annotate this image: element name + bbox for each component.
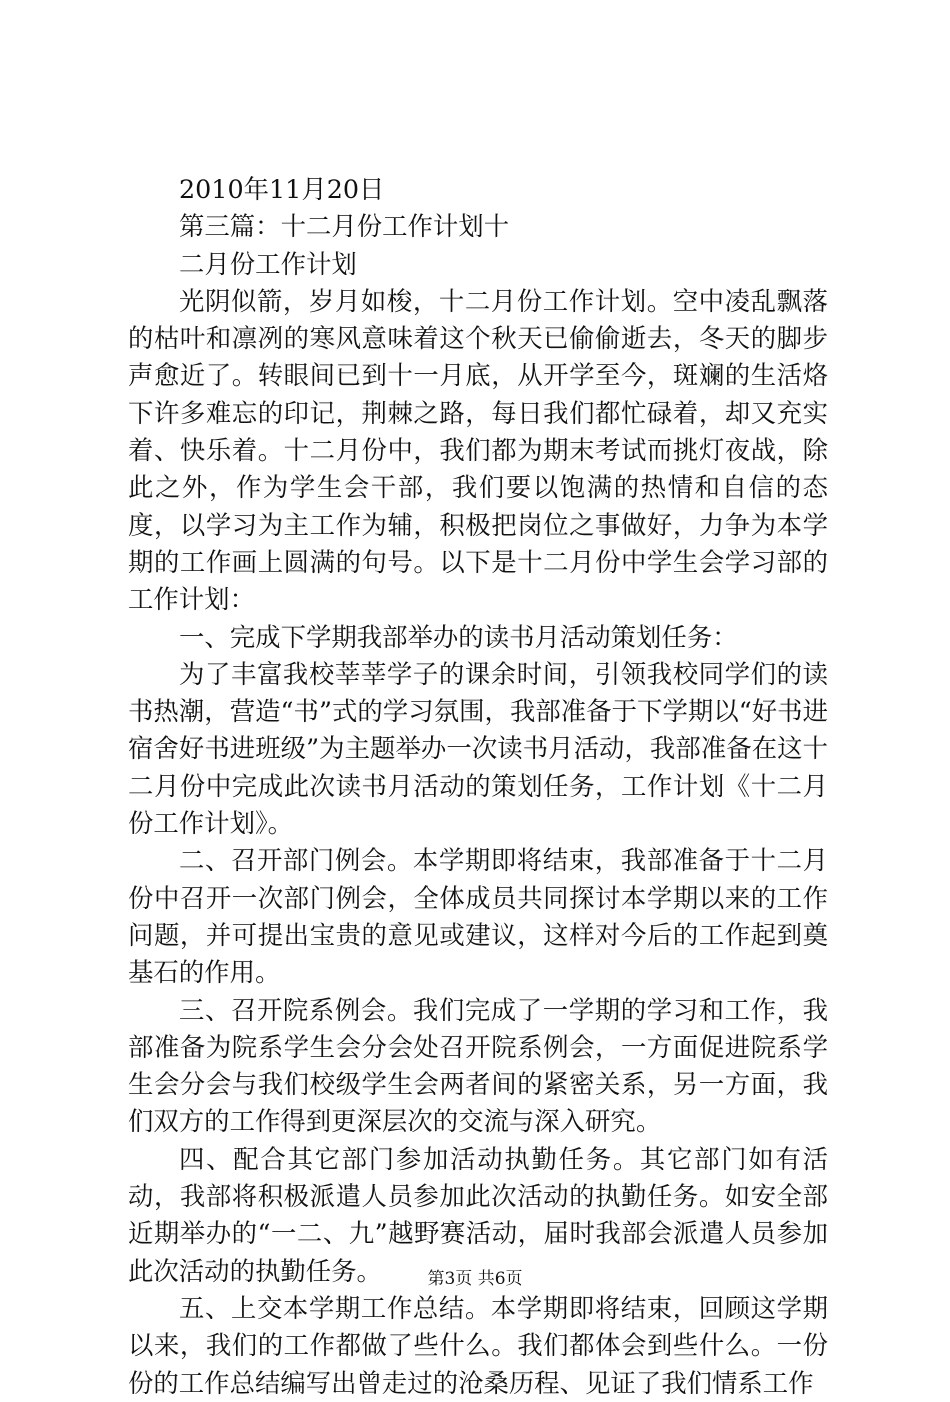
paragraph-intro: 光阴似箭，岁月如梭，十二月份工作计划。空中凌乱飘落的枯叶和凛冽的寒风意味着这个秋天已偷偷逝去，冬天的脚步声愈近了。转眼间已到十一月底，从开学至今，斑斓的生活烙下许多难忘的印记，荆棘之路，每日我们都忙碌着，却又充实着、快乐着。十二月份中，我们都为期末考试而挑灯夜战，除此之外，作为学生会干部，我们要以饱满的热情和自信的态度，以学习为主工作为辅，积极把岗位之事做好，力争为本学期的工作画上圆满的句号。以下是十二月份中学生会学习部的工作计划： <box>128 285 828 615</box>
date-line: 2010年11月20日 <box>179 174 385 204</box>
paragraph-item-2: 二、召开部门例会。本学期即将结束，我部准备于十二月份中召开一次部门例会，全体成员共同探讨本学期以来的工作问题，并可提出宝贵的意见或建议，这样对今后的工作起到奠基石的作用。 <box>128 845 828 988</box>
paragraph-item-4: 四、配合其它部门参加活动执勤任务。其它部门如有活动，我部将积极派遣人员参加此次活动的执勤任务。如安全部近期举办的“一二、九”越野赛活动，届时我部会派遣人员参加此次活动的执勤任务。 <box>128 1143 828 1286</box>
section-heading-line-2: 二月份工作计划 <box>179 248 357 279</box>
page-footer: 第3页 共6页 <box>427 1269 523 1289</box>
paragraph-item-5: 五、上交本学期工作总结。本学期即将结束，回顾这学期以来，我们的工作都做了些什么。我们都体会到些什么。一份份的工作总结编写出曾走过的沧桑历程、见证了我们情系工作 <box>128 1292 828 1398</box>
paragraph-item-1-body: 为了丰富我校莘莘学子的课余时间，引领我校同学们的读书热潮，营造“书”式的学习氛围，我部准备于下学期以“好书进宿舍好书进班级”为主题举办一次读书月活动，我部准备在这十二月份中完成此次读书月活动的策划任务，工作计划《十二月份工作计划》。 <box>128 658 828 839</box>
section-heading-line-1: 第三篇：十二月份工作计划十 <box>179 211 510 242</box>
document-body <box>128 171 828 1402</box>
paragraph-item-3: 三、召开院系例会。我们完成了一学期的学习和工作，我部准备为院系学生会分会处召开院系例会，一方面促进院系学生会分会与我们校级学生会两者间的紧密关系，另一方面，我们双方的工作得到更深层次的交流与深入研究。 <box>128 994 828 1137</box>
paragraph-item-1-title: 一、完成下学期我部举办的读书月活动策划任务： <box>179 621 738 652</box>
